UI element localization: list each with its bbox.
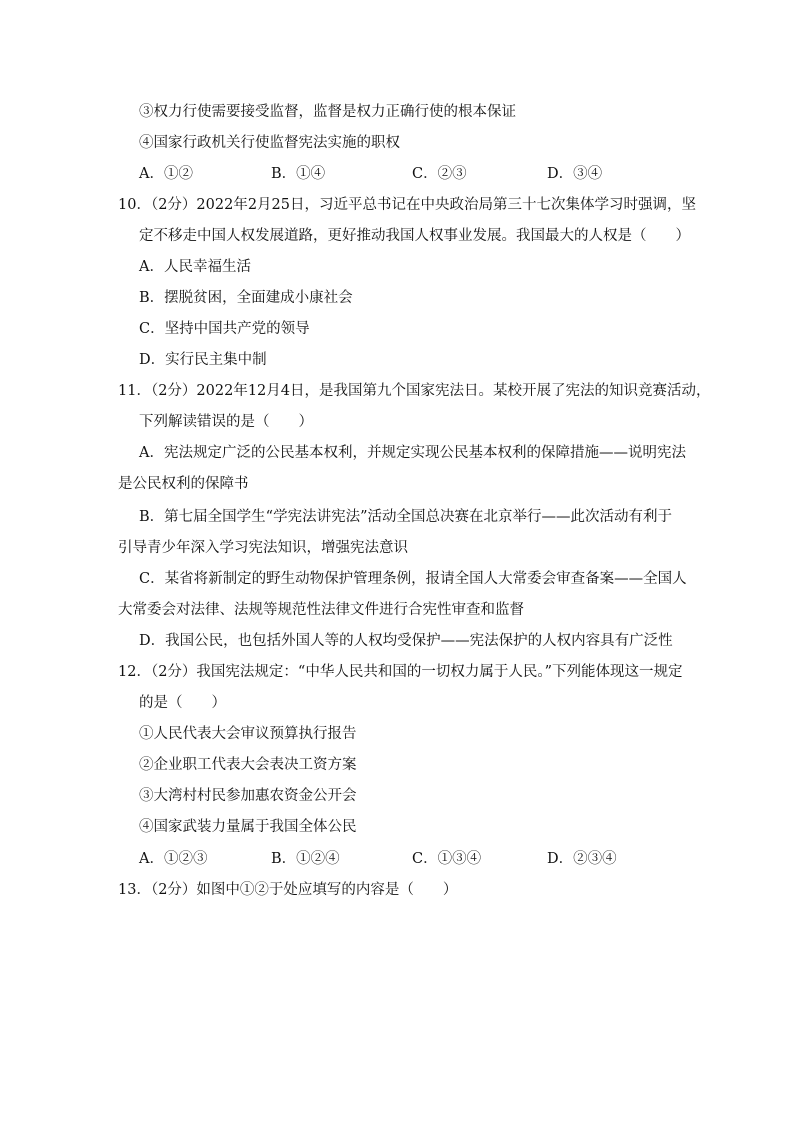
q13-stem-line-1: 13．（2分）如图中①②于处应填写的内容是（ ） — [118, 882, 458, 898]
q12-stem-line-1: 12．（2分）我国宪法规定：“中华人民共和国的一切权力属于人民。”下列能体现这一规定 — [118, 664, 683, 680]
q12-statement-3: ③大湾村村民参加惠农资金公开会 — [139, 788, 357, 804]
q12-options — [139, 849, 659, 869]
q11-option-a-line-2: 是公民权利的保障书 — [118, 476, 249, 492]
q9-option-a[interactable]: A．①② — [139, 166, 193, 182]
q9-option-c[interactable]: C．②③ — [412, 166, 467, 182]
q11-option-b-line-2: 引导青少年深入学习宪法知识，增强宪法意识 — [118, 540, 408, 556]
q11-option-d[interactable]: D．我国公民，也包括外国人等的人权均受保护——宪法保护的人权内容具有广泛性 — [139, 633, 673, 649]
q11-option-c-line-1[interactable]: C．某省将新制定的野生动物保护管理条例，报请全国人大常委会审查备案——全国人 — [139, 571, 687, 587]
q12-option-b[interactable]: B．①②④ — [271, 851, 340, 867]
q9-option-b[interactable]: B．①④ — [271, 166, 326, 182]
q11-stem-line-2: 下列解读错误的是（ ） — [139, 414, 313, 430]
q12-stem-line-2: 的是（ ） — [139, 695, 226, 711]
q12-option-c[interactable]: C．①③④ — [412, 851, 482, 867]
q10-stem-line-1: 10．（2分）2022年2月25日，习近平总书记在中央政治局第三十七次集体学习时强调，坚 — [118, 197, 697, 213]
q10-stem-line-2: 定不移走中国人权发展道路，更好推动我国人权事业发展。我国最大的人权是（ ） — [139, 228, 690, 244]
q11-stem-line-1: 11．（2分）2022年12月4日，是我国第九个国家宪法日。某校开展了宪法的知识竞赛活动， — [118, 383, 711, 399]
q11-option-c-line-2: 大常委会对法律、法规等规范性法律文件进行合宪性审查和监督 — [118, 602, 524, 618]
q12-statement-4: ④国家武装力量属于我国全体公民 — [139, 819, 357, 835]
q12-statement-2: ②企业职工代表大会表决工资方案 — [139, 757, 357, 773]
q9-option-d[interactable]: D．③④ — [547, 166, 603, 182]
q11-option-a-line-1[interactable]: A．宪法规定广泛的公民基本权利，并规定实现公民基本权利的保障措施——说明宪法 — [139, 445, 686, 461]
q10-option-b[interactable]: B．摆脱贫困，全面建成小康社会 — [139, 290, 353, 306]
q10-option-c[interactable]: C．坚持中国共产党的领导 — [139, 321, 310, 337]
q11-option-b-line-1[interactable]: B．第七届全国学生“学宪法讲宪法”活动全国总决赛在北京举行——此次活动有利于 — [139, 509, 672, 525]
q9-options — [139, 164, 659, 184]
q12-statement-1: ①人民代表大会审议预算执行报告 — [139, 726, 357, 742]
q10-option-a[interactable]: A．人民幸福生活 — [139, 259, 251, 275]
q12-option-a[interactable]: A．①②③ — [139, 851, 208, 867]
q10-option-d[interactable]: D．实行民主集中制 — [139, 352, 267, 368]
q9-statement-3: ③权力行使需要接受监督，监督是权力正确行使的根本保证 — [139, 104, 516, 120]
q12-option-d[interactable]: D．②③④ — [547, 851, 617, 867]
q9-statement-4: ④国家行政机关行使监督宪法实施的职权 — [139, 135, 400, 151]
